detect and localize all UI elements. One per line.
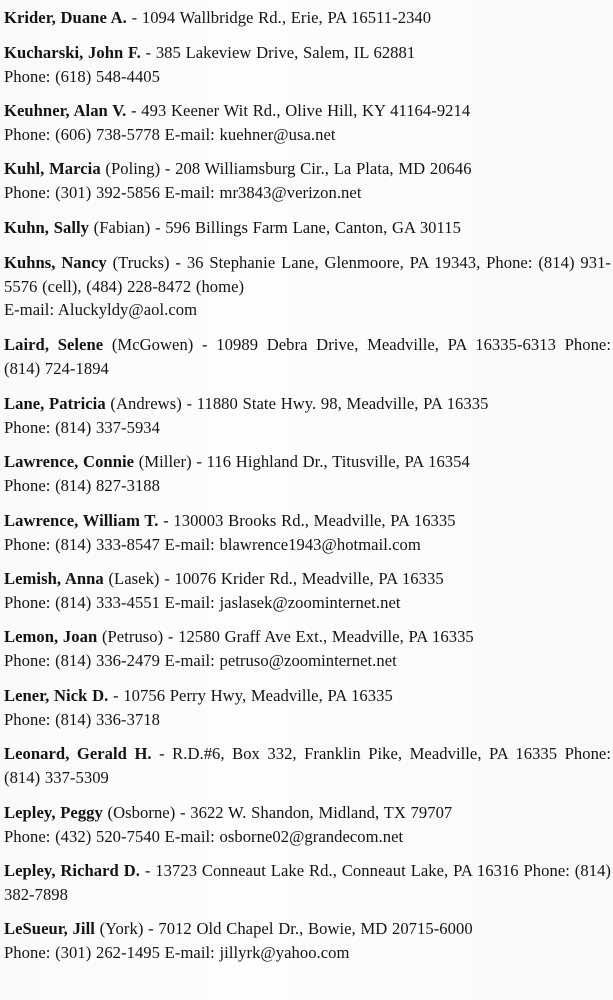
directory-entry [4, 251, 611, 322]
directory-entry [4, 333, 611, 380]
entry-address: (McGowen) - 10989 Debra Drive, Meadville, PA 16335-6313 Phone: (814) 724-1894 [4, 335, 611, 378]
entry-name: Lane, Patricia [4, 394, 106, 413]
entry-address: (Poling) - 208 Williamsburg Cir., La Plata, MD 20646 [100, 159, 472, 178]
entry-name: Lepley, Peggy [4, 803, 103, 822]
directory-entry [4, 99, 611, 146]
directory-entry [4, 450, 611, 497]
entry-name: Kuhl, Marcia [4, 159, 101, 178]
entry-phone: Phone: (814) 337-5934 [4, 417, 160, 437]
entry-name: Lener, Nick D. [4, 686, 109, 705]
entry-address: (York) - 7012 Old Chapel Dr., Bowie, MD 20715-6000 [94, 919, 473, 938]
entry-address: - 13723 Conneaut Lake Rd., Conneaut Lake, PA 16316 Phone: (814) 382-7898 [4, 861, 611, 904]
entry-name: Lepley, Richard D. [4, 861, 140, 880]
entry-address: - 385 Lakeview Drive, Salem, IL 62881 [140, 43, 416, 62]
entry-phone: Phone: (814) 333-4551 E-mail: jaslasek@zoominternet.net [4, 592, 401, 612]
entry-phone: Phone: (814) 333-8547 E-mail: blawrence1943@hotmail.com [4, 534, 421, 554]
entry-name: Kuhns, Nancy [4, 253, 107, 272]
entry-phone: Phone: (301) 262-1495 E-mail: jillyrk@yahoo.com [4, 942, 350, 962]
entry-name: Lemish, Anna [4, 569, 104, 588]
entry-name: Lemon, Joan [4, 627, 98, 646]
entry-name: Leonard, Gerald H. [4, 744, 152, 763]
entry-address: - 10756 Perry Hwy, Meadville, PA 16335 [108, 686, 393, 705]
directory-entry [4, 509, 611, 556]
entry-address: (Petruso) - 12580 Graff Ave Ext., Meadville, PA 16335 [97, 627, 474, 646]
entry-address: (Miller) - 116 Highland Dr., Titusville, PA 16354 [134, 452, 470, 471]
entry-name: Kucharski, John F. [4, 43, 141, 62]
entry-phone: Phone: (814) 336-2479 E-mail: petruso@zoominternet.net [4, 650, 397, 670]
directory-entry [4, 392, 611, 439]
directory-entry [4, 157, 611, 204]
entry-phone: Phone: (301) 392-5856 E-mail: mr3843@verizon.net [4, 182, 362, 202]
entry-phone: Phone: (606) 738-5778 E-mail: kuehner@usa.net [4, 124, 336, 144]
entry-phone: Phone: (432) 520-7540 E-mail: osborne02@grandecom.net [4, 826, 404, 846]
entry-name: Keuhner, Alan V. [4, 101, 127, 120]
entry-address: (Fabian) - 596 Billings Farm Lane, Canton, GA 30115 [88, 218, 461, 237]
entry-address: (Lasek) - 10076 Krider Rd., Meadville, PA 16335 [103, 569, 444, 588]
directory-entry [4, 41, 611, 88]
entry-name: Kuhn, Sally [4, 218, 89, 237]
entry-address: - 130003 Brooks Rd., Meadville, PA 16335 [158, 511, 456, 530]
directory-entry [4, 801, 611, 848]
entry-address: (Osborne) - 3622 W. Shandon, Midland, TX 79707 [102, 803, 453, 822]
directory-entry [4, 742, 611, 789]
directory-entry [4, 859, 611, 906]
entry-name: LeSueur, Jill [4, 919, 95, 938]
entry-address: - 493 Keener Wit Rd., Olive Hill, KY 41164-9214 [126, 101, 471, 120]
entry-address: (Andrews) - 11880 State Hwy. 98, Meadville, PA 16335 [105, 394, 489, 413]
entry-email: E-mail: Aluckyldy@aol.com [4, 300, 198, 320]
entry-address: - R.D.#6, Box 332, Franklin Pike, Meadville, PA 16335 Phone: (814) 337-5309 [4, 744, 611, 787]
directory-entry [4, 684, 611, 731]
entry-address: - 1094 Wallbridge Rd., Erie, PA 16511-2340 [126, 8, 432, 27]
entry-phone: Phone: (814) 827-3188 [4, 475, 160, 495]
entry-name: Laird, Selene [4, 335, 104, 354]
directory-entry [4, 6, 611, 30]
directory-entry [4, 567, 611, 614]
entry-name: Krider, Duane A. [4, 8, 127, 27]
directory-entry [4, 917, 611, 964]
entry-phone: Phone: (618) 548-4405 [4, 66, 160, 86]
directory-entry [4, 216, 611, 240]
entry-phone: Phone: (814) 336-3718 [4, 709, 160, 729]
directory-entry [4, 625, 611, 672]
entry-address: (Trucks) - 36 Stephanie Lane, Glenmoore, PA 19343, Phone: (814) 931-5576 (cell), (484) 228-8472 (home) [4, 253, 611, 296]
entry-name: Lawrence, William T. [4, 511, 159, 530]
entry-name: Lawrence, Connie [4, 452, 135, 471]
